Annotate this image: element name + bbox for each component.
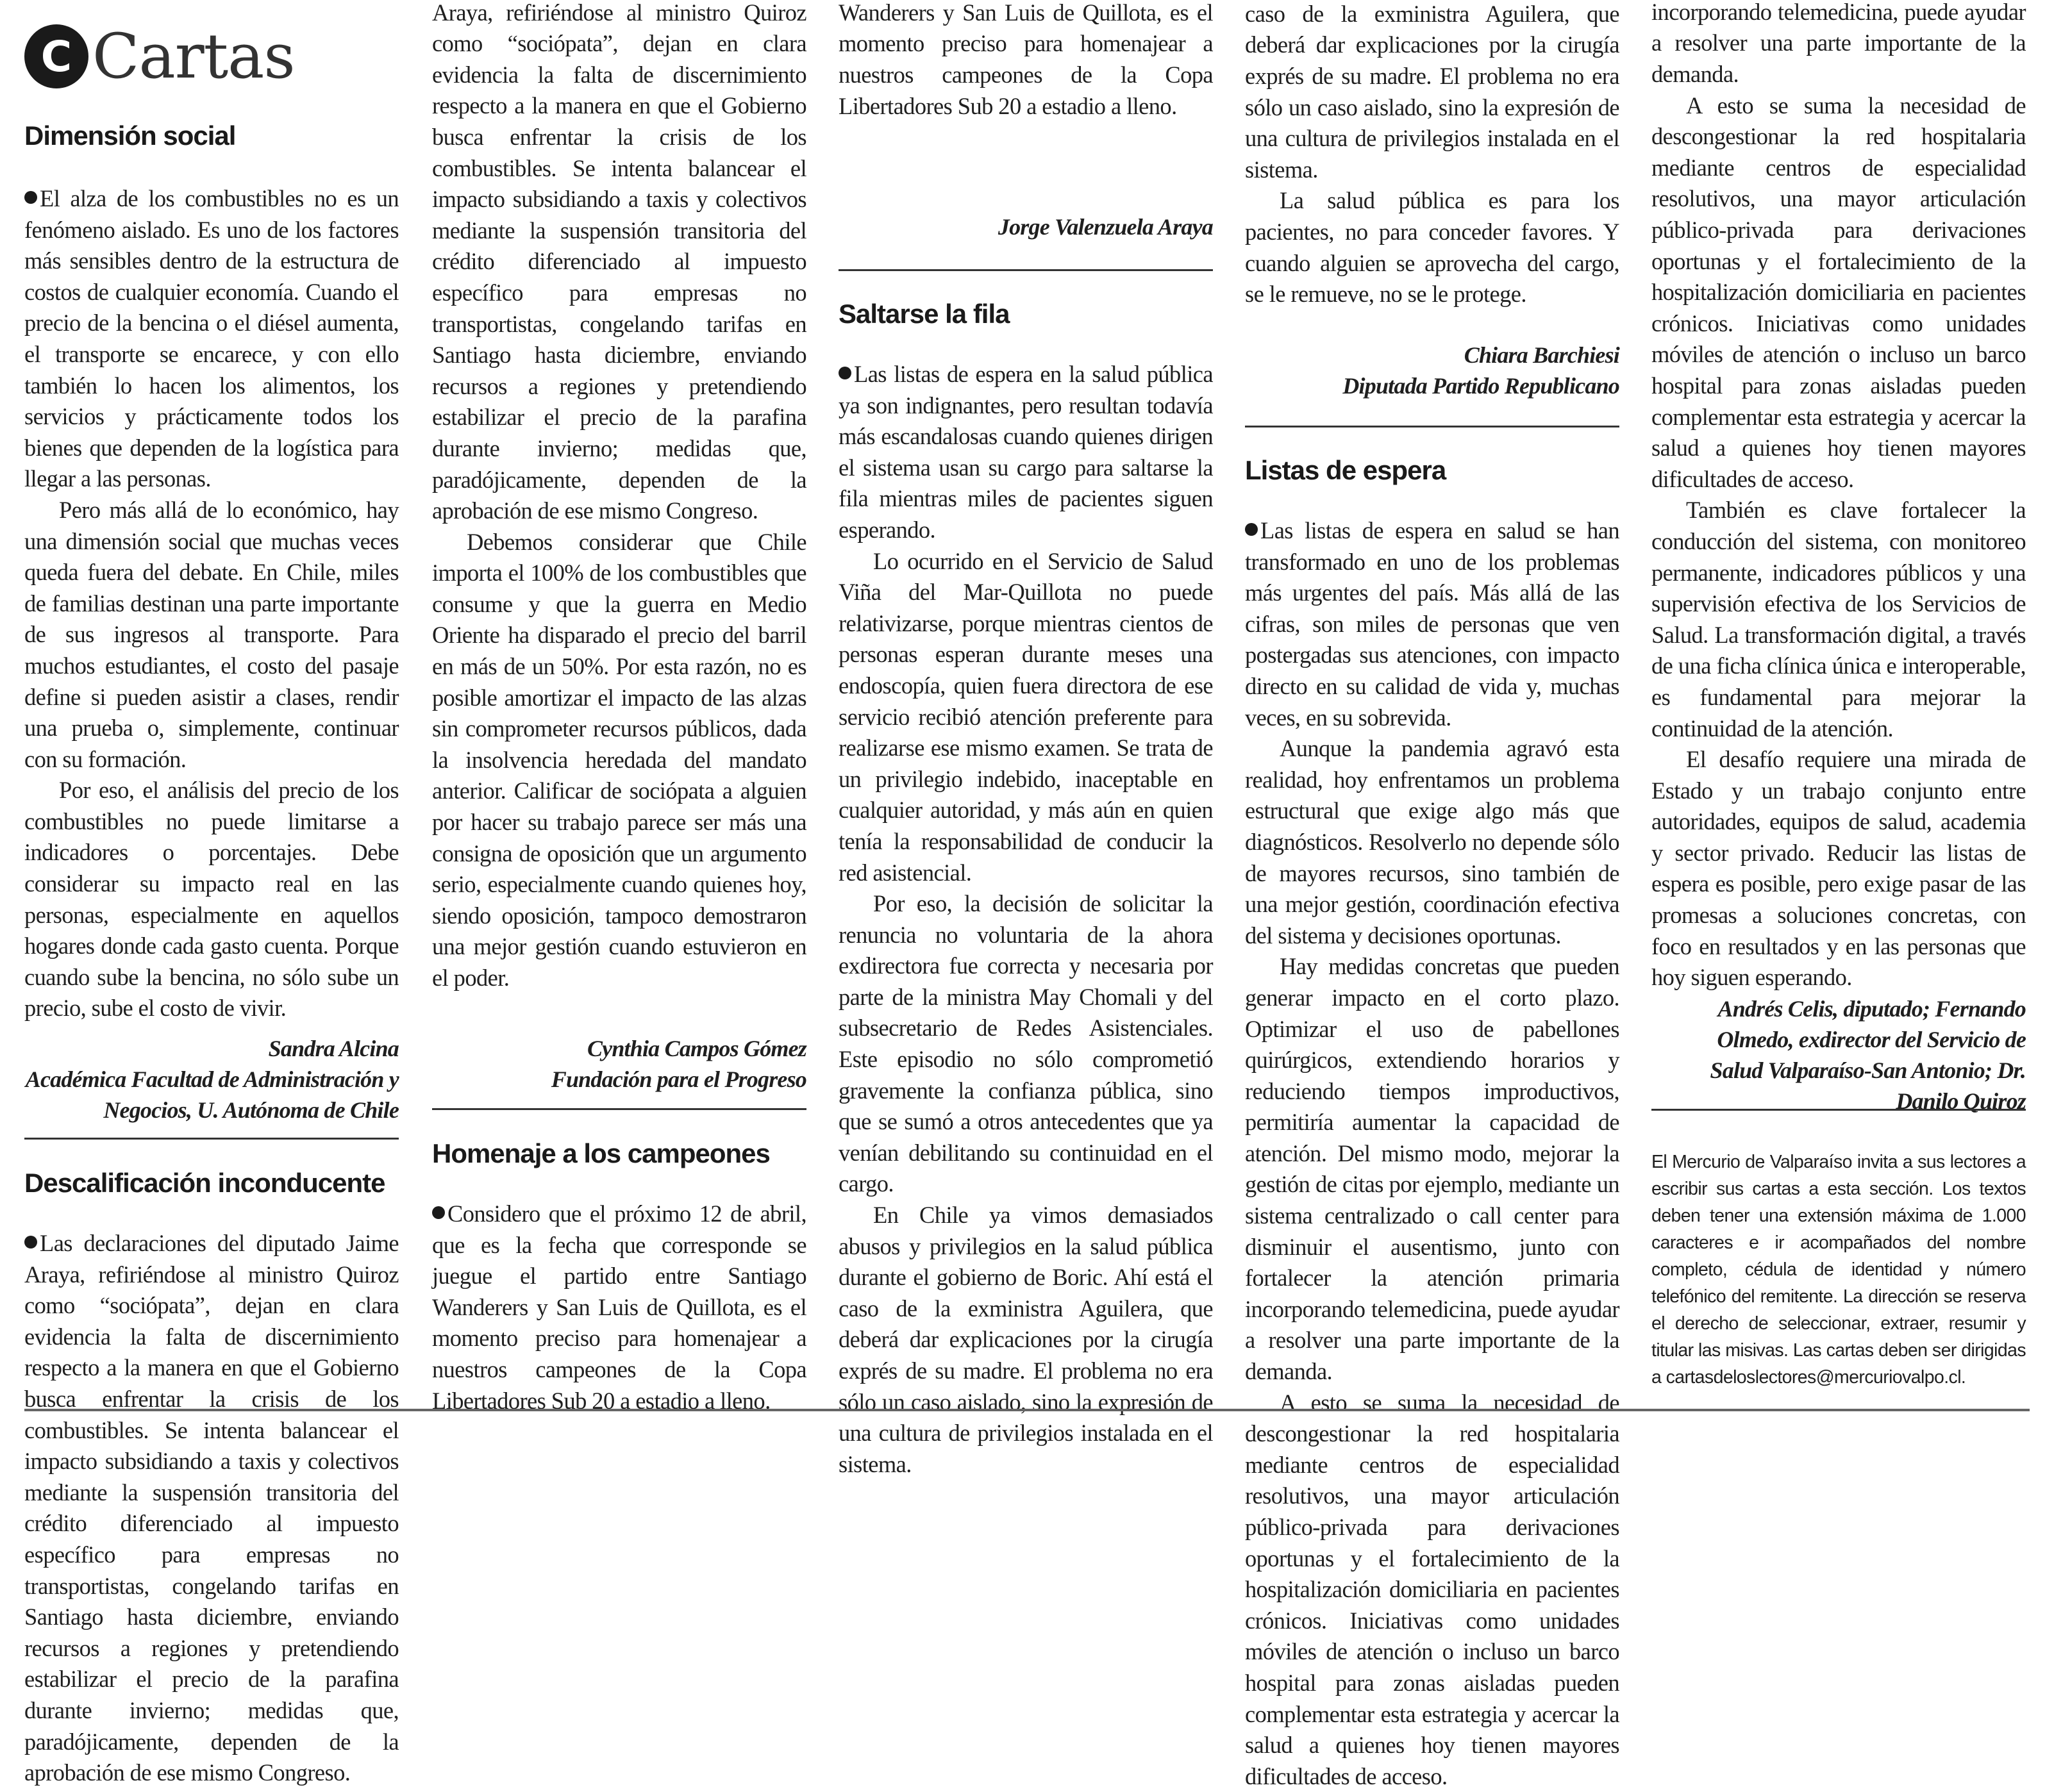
letter3-text-part1: Considero que el próximo 12 de abril, que es la fecha que corresponde se juegue el partido entre Santiago Wanderers y San Luis de Quillota, es el momento preciso para homenajear a nuestros campeones de la Copa Libertadores Sub 20 a estadio a lleno. bbox=[432, 1200, 806, 1414]
letter1-author: Sandra Alcina bbox=[268, 1036, 399, 1061]
letter2-text-part1: Las declaraciones del diputado Jaime Araya, refiriéndose al ministro Quiroz como “sociópata”, dejan en clara evidencia la falta de discernimiento respecto a la manera en que el Gobierno busca enfrentar la crisis de los combustibles. Se intenta balancear el impacto subsidiando a taxis y colectivos mediante la suspensión transitoria del crédito diferenciado al impuesto específico para empresas no transportistas, congelando tarifas en Santiago hasta diciembre, enviando recursos a regiones y pretendiendo estabilizar el precio de la parafina durante invierno; medidas que, paradójicamente, dependen de la aprobación de ese mismo Congreso. bbox=[24, 1230, 399, 1786]
letter3-signature bbox=[839, 212, 1213, 242]
submission-note: El Mercurio de Valparaíso invita a sus lectores a escribir sus cartas a esta sección. Los textos deben tener una extensión máxima de 1.000 caracteres e ir acompañados del nombre completo, cédula de identidad y número telefónico del remitente. La dirección se reserva el derecho de seleccionar, extraer, resumir y titular las misivas. Las cartas deben ser dirigidas a cartasdeloslectores@mercuriovalpo.cl. bbox=[1651, 1152, 2026, 1388]
letter2-signature bbox=[432, 1033, 806, 1095]
letter4-author-title: Diputada Partido Republicano bbox=[1342, 373, 1619, 399]
letter4-signature bbox=[1245, 340, 1619, 401]
letter4-text-part2: caso de la exministra Aguilera, que deberá dar explicaciones por la cirugía exprés de su madre. El problema no era sólo un caso aislado, sino la expresión de una cultura de privilegios instalada en el sistema. La salud pública es para los pacientes, no para conceder favores. Y cuando alguien se aprovecha del cargo, se le remueve, no se le protege. bbox=[1245, 0, 1619, 308]
letter4-text-part1: Las listas de espera en la salud pública ya son indignantes, pero resultan todavía más escandalosas cuando quienes dirigen el sistema usan su cargo para saltarse la fila mientras miles de pacientes siguen esperando. Lo ocurrido en el Servicio de Salud Viña del Mar-Quillota no puede relativizarse, porque mientras cientos de personas esperan durante meses una endoscopía, quien fuera directora de ese servicio recibió atención preferente para realizarse ese mismo examen. Se trata de un privilegio indebido, inaceptable en cualquier autoridad, y más aún en quien tenía la responsabilidad de conducir la red asistencial. Por eso, la decisión de solicitar la renuncia no voluntaria de la ahora exdirectora fue correcta y necesaria por parte de la ministra May Chomali y del subsecretario de Redes Asistenciales. Este episodio no sólo comprometió gravemente la confianza pública, sino que se sumó a otros antecedentes que ya venían debilitando su continuidad en el cargo. En Chile ya vimos demasiados abusos y privilegios en la salud pública durante el gobierno de Boric. Ahí está el caso de la exministra Aguilera, que deberá dar explicaciones por la cirugía exprés de su madre. El problema no era sólo un caso aislado, sino la expresión de una cultura de privilegios instalada en el sistema. bbox=[839, 361, 1213, 1477]
column-1 bbox=[24, 115, 399, 1786]
letter1-signature bbox=[24, 1033, 399, 1125]
letter1-headline: Dimensión social bbox=[24, 120, 236, 151]
letter1-author-title: Académica Facultad de Administración y Negocios, U. Autónoma de Chile bbox=[25, 1066, 399, 1123]
divider bbox=[839, 269, 1213, 271]
letter2-author-title: Fundación para el Progreso bbox=[551, 1066, 806, 1092]
bullet-icon bbox=[24, 1236, 37, 1249]
letter2-text-part2: Araya, refiriéndose al ministro Quiroz como “sociópata”, dejan en clara evidencia la falta de discernimiento respecto a la manera en que el Gobierno busca enfrentar la crisis de los combustibles. Se intenta balancear el impacto subsidiando a taxis y colectivos mediante la suspensión transitoria del crédito diferenciado al impuesto específico para empresas no transportistas, congelando tarifas en Santiago hasta diciembre, enviando recursos a regiones y pretendiendo estabilizar el precio de la parafina durante invierno; medidas que, paradójicamente, dependen de la aprobación de ese mismo Congreso. Debemos considerar que Chile importa el 100% de los combustibles que consume y que la guerra en Medio Oriente ha disparado el precio del barril en más de un 50%. Por esta razón, no es posible amortizar el impacto de las alzas sin comprometer recursos públicos, dada la insolvencia heredada del mandato anterior. Calificar de sociópata a alguien por hacer su trabajo parece ser más una consigna de oposición que un argumento serio, especialmente cuando quienes hoy, siendo oposición, tampoco demostraron una mejor gestión cuando estuvieron en el poder. bbox=[432, 0, 806, 991]
letter5-headline: Listas de espera bbox=[1245, 455, 1446, 485]
letter5-signature bbox=[1651, 993, 2026, 1116]
bullet-icon bbox=[24, 191, 37, 204]
section-title: Cartas bbox=[92, 21, 295, 92]
column-5 bbox=[1651, 0, 2026, 1404]
divider bbox=[24, 1138, 399, 1140]
column-2 bbox=[432, 0, 806, 1414]
letter3-headline: Homenaje a los campeones bbox=[432, 1138, 770, 1168]
bullet-icon bbox=[1245, 523, 1258, 536]
letter1-paragraph: Pero más allá de lo económico, hay una dimensión social que muchas veces queda fuera del debate. En Chile, miles de familias destinan una parte importante de sus ingresos al transporte. Para muchos estudiantes, el costo del pasaje define si pueden asistir a clases, rendir una prueba o, simplemente, continuar con su formación. bbox=[24, 496, 399, 772]
letter3-author: Jorge Valenzuela Araya bbox=[998, 214, 1213, 240]
section-masthead bbox=[24, 18, 295, 95]
letter2-headline: Descalificación inconducente bbox=[24, 1168, 385, 1198]
column-4 bbox=[1245, 0, 1619, 1789]
divider bbox=[1245, 426, 1619, 427]
letter5-text-part2: incorporando telemedicina, puede ayudar a resolver una parte importante de la demanda. A esto se suma la necesidad de descongestionar la red hospitalaria mediante centros de especialidad resolutivos, una mayor articulación público-privada para derivaciones oportunas y el fortalecimiento de la hospitalización domiciliaria en pacientes crónicos. Iniciativas como unidades móviles de atención o incluso un barco hospital para zonas aisladas pueden complementar esta estrategia y acercar la salud a quienes hoy tienen mayores dificultades de acceso. También es clave fortalecer la conducción del sistema, con monitoreo permanente, indicadores públicos y una supervisión efectiva de los Servicios de Salud. La transformación digital, a través de una ficha clínica única e interoperable, es fundamental para mejorar la continuidad de la atención. El desafío requiere una mirada de Estado y un trabajo conjunto entre autoridades, equipos de salud, academia y sector privado. Reducir las listas de espera es posible, pero exige pasar de las promesas a soluciones concretas, con foco en resultados y en las personas que hoy siguen esperando. bbox=[1651, 0, 2026, 991]
section-logo-icon: C bbox=[24, 24, 88, 88]
divider bbox=[432, 1108, 806, 1110]
letter2-author: Cynthia Campos Gómez bbox=[587, 1036, 806, 1061]
page-bottom-rule bbox=[24, 1409, 2030, 1411]
letter5-text-part1: Las listas de espera en salud se han transformado en uno de los problemas más urgentes del país. Más allá de las cifras, son miles de personas que ven postergadas sus atenciones, con impacto directo en su calidad de vida y, muchas veces, en su sobrevida. Aunque la pandemia agravó esta realidad, hoy enfrentamos un problema estructural que exige algo más que diagnósticos. Resolverlo no depende sólo de mayores recursos, sino también de una mejor gestión, coordinación efectiva del sistema y decisiones oportunas. Hay medidas concretas que pueden generar impacto en el corto plazo. Optimizar el uso de pabellones quirúrgicos, extendiendo horarios y reduciendo tiempos improductivos, permitiría aumentar la capacidad de atención. Del mismo modo, mejorar la gestión de citas por ejemplo, mediante un sistema centralizado o call center para disminuir el ausentismo, junto con fortalecer la atención primaria incorporando telemedicina, puede ayudar a resolver una parte importante de la demanda. A esto se suma la necesidad de descongestionar la red hospitalaria mediante centros de especialidad resolutivos, una mayor articulación público-privada para derivaciones oportunas y el fortalecimiento de la hospitalización domiciliaria en pacientes crónicos. Iniciativas como unidades móviles de atención o incluso un barco hospital para zonas aisladas pueden complementar esta estrategia y acercar la salud a quienes hoy tienen mayores dificultades de acceso. bbox=[1245, 517, 1619, 1789]
bullet-icon bbox=[432, 1206, 445, 1219]
letter4-author: Chiara Barchiesi bbox=[1464, 342, 1619, 368]
letter4-headline: Saltarse la fila bbox=[839, 299, 1010, 329]
bullet-icon bbox=[839, 367, 851, 379]
column-3 bbox=[839, 0, 1213, 1477]
divider bbox=[1651, 1109, 2026, 1111]
letter1-paragraph: Por eso, el análisis del precio de los combustibles no puede limitarse a indicadores o porcentajes. Debe considerar su impacto real en las personas, especialmente en aquellos hogares donde cada gasto cuenta. Porque cuando sube la bencina, no sólo sube un precio, sube el costo de vivir. bbox=[24, 777, 399, 1022]
letter1-paragraph: El alza de los combustibles no es un fenómeno aislado. Es uno de los factores más sensibles dentro de la estructura de costos de cualquier economía. Cuando el precio de la bencina o el diésel aumenta, el transporte se encarece, y con ello también lo hacen los alimentos, los servicios y prácticamente todos los bienes que dependen de la logística para llegar a las personas. bbox=[24, 185, 399, 492]
letter3-text-part2: Wanderers y San Luis de Quillota, es el momento preciso para homenajear a nuestros campeones de la Copa Libertadores Sub 20 a estadio a lleno. bbox=[839, 0, 1213, 119]
letter5-authors: Andrés Celis, diputado; Fernando Olmedo, exdirector del Servicio de Salud Valparaíso-San Antonio; Dr. Danilo Quiroz bbox=[1710, 996, 2026, 1114]
